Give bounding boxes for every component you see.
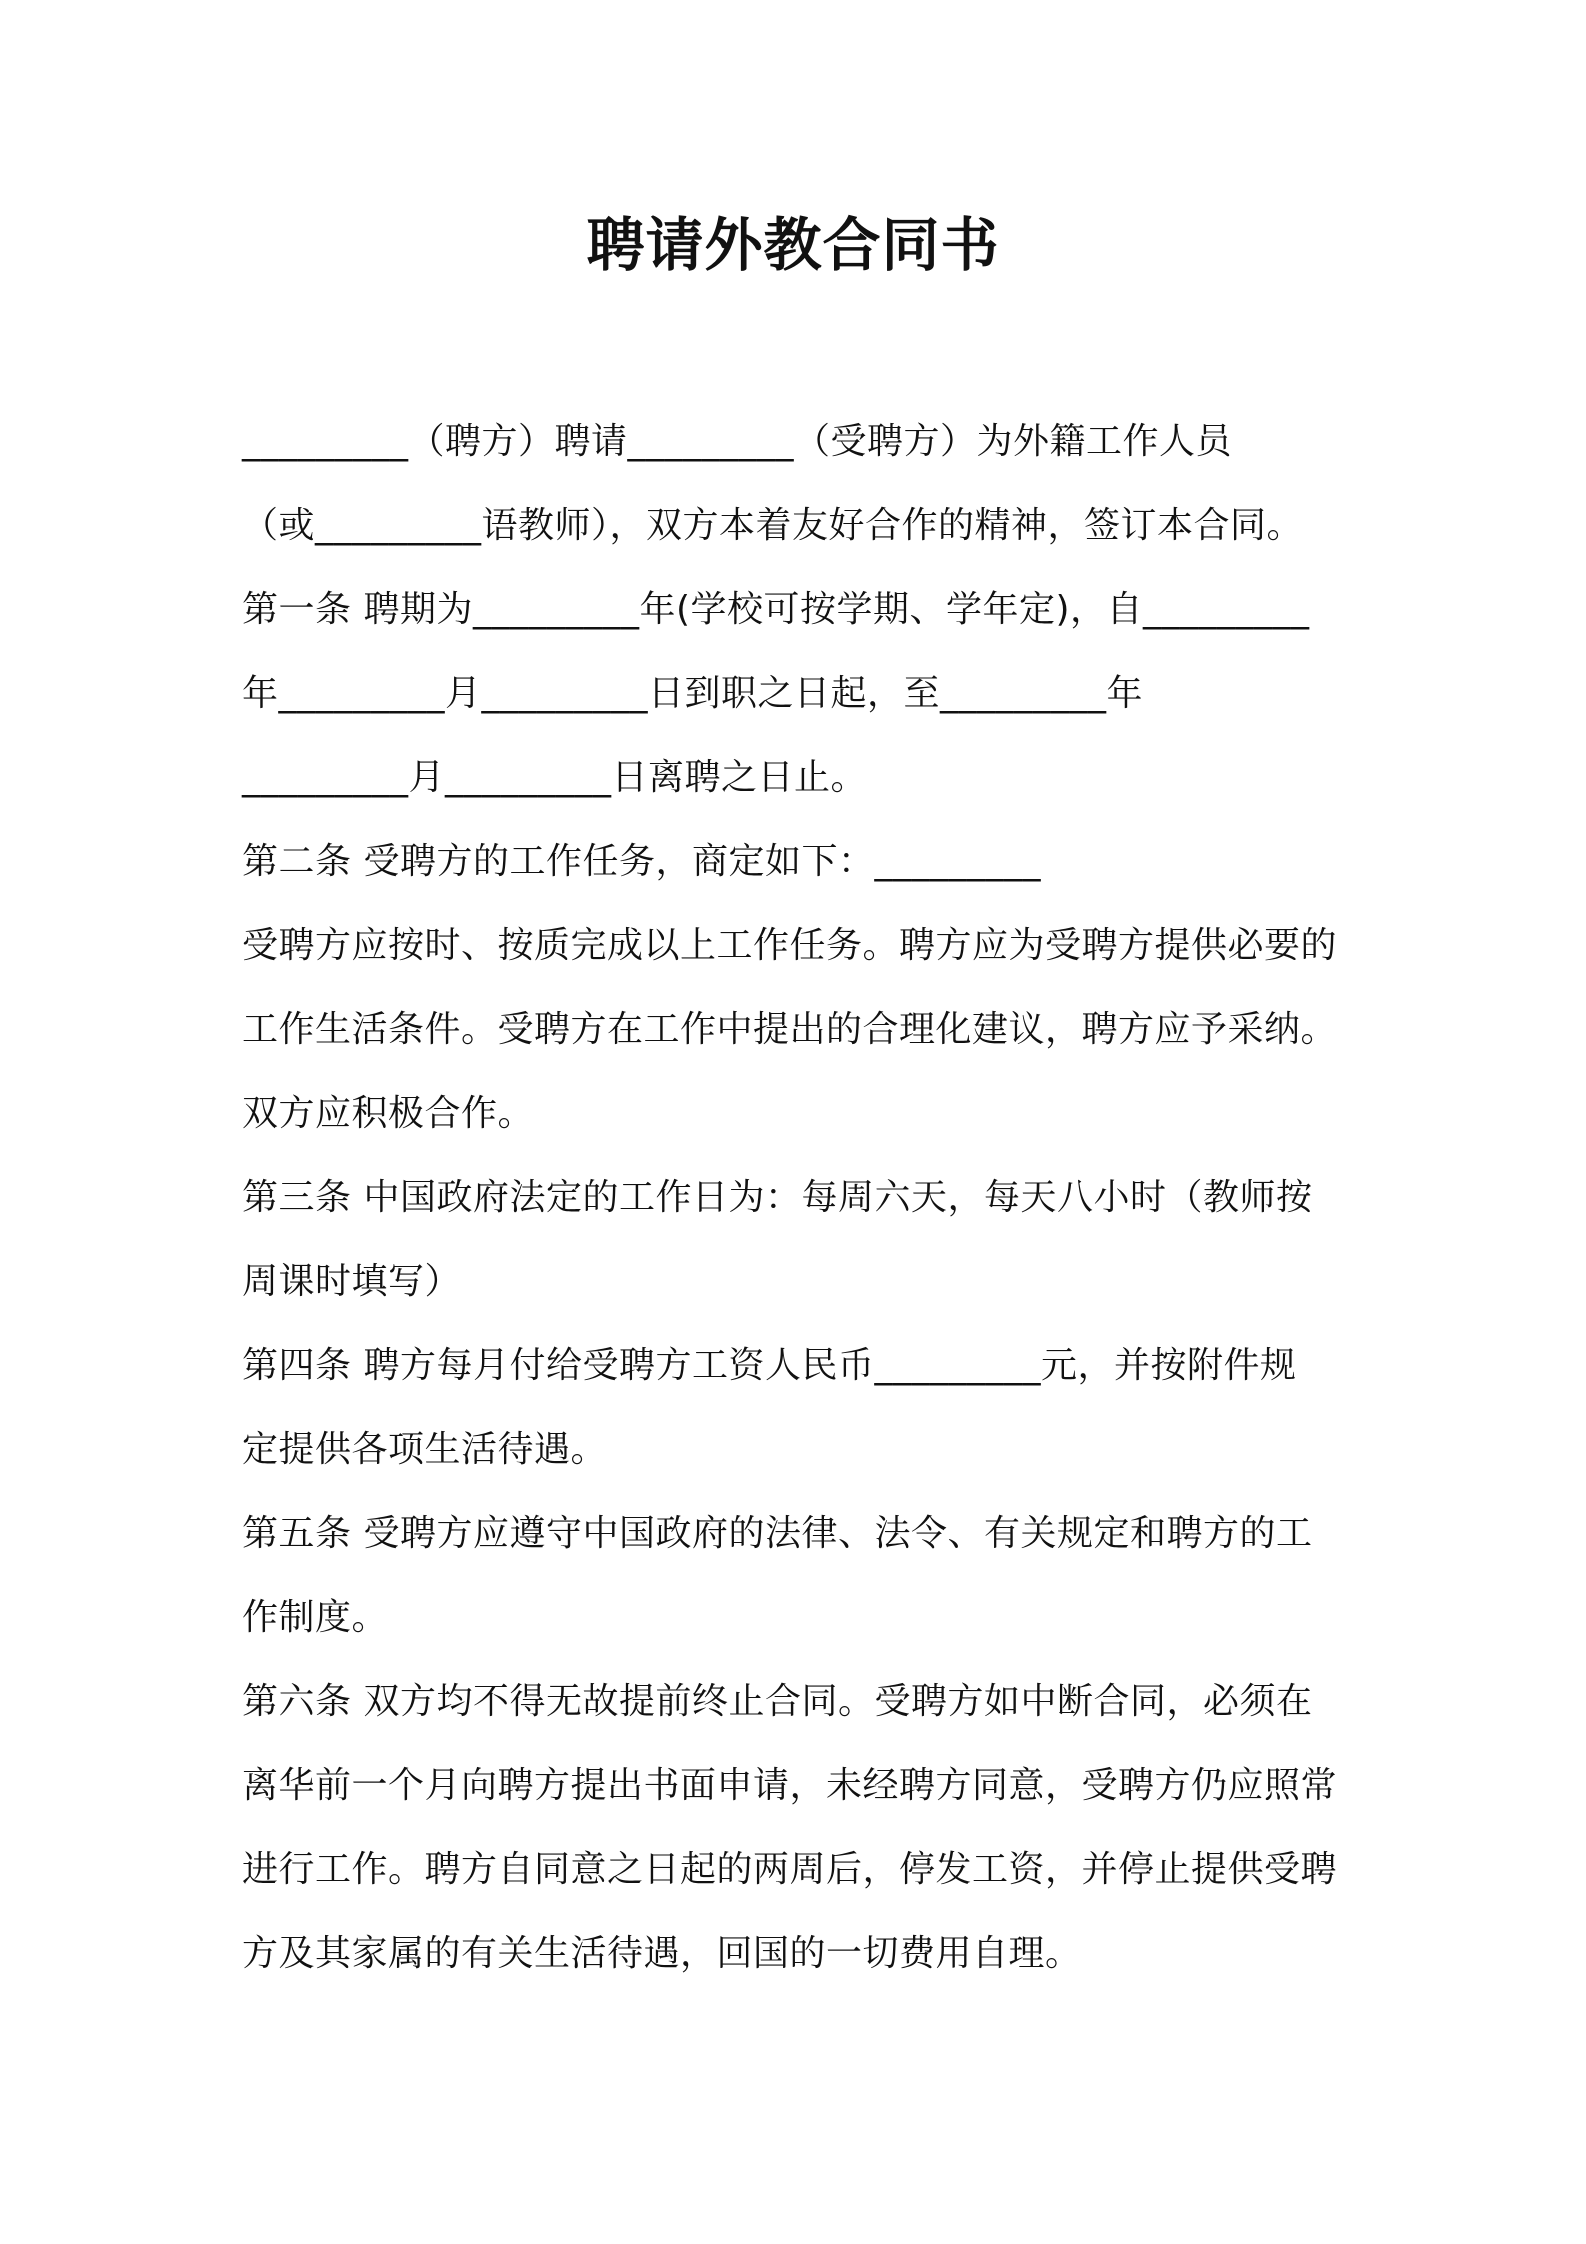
body-line: 离华前一个月向聘方提出书面申请，未经聘方同意，受聘方仍应照常 — [242, 1765, 1338, 1806]
body-line: 方及其家属的有关生活待遇，回国的一切费用自理。 — [242, 1933, 1082, 1974]
body-line: 受聘方应按时、按质完成以上工作任务。聘方应为受聘方提供必要的 — [242, 925, 1338, 966]
body-line: 周课时填写） — [242, 1261, 462, 1302]
body-line: 工作生活条件。受聘方在工作中提出的合理化建议，聘方应予采纳。 — [242, 1009, 1338, 1050]
body-line: _________（聘方）聘请_________（受聘方）为外籍工作人员 — [242, 421, 1233, 462]
body-line: 第六条 双方均不得无故提前终止合同。受聘方如中断合同，必须在 — [242, 1681, 1313, 1722]
body-line: _________月_________日离聘之日止。 — [242, 757, 868, 798]
body-line: 双方应积极合作。 — [242, 1093, 535, 1134]
contract-body — [242, 400, 1362, 1996]
document-title: 聘请外教合同书 — [586, 211, 1000, 279]
body-line: 第五条 受聘方应遵守中国政府的法律、法令、有关规定和聘方的工 — [242, 1513, 1313, 1554]
body-line: 第四条 聘方每月付给受聘方工资人民币_________元，并按附件规 — [242, 1345, 1297, 1386]
body-line: 作制度。 — [242, 1597, 389, 1638]
body-line: 进行工作。聘方自同意之日起的两周后，停发工资，并停止提供受聘 — [242, 1849, 1338, 1890]
body-line: （或_________语教师），双方本着友好合作的精神，签订本合同。 — [242, 505, 1304, 546]
body-line: 第二条 受聘方的工作任务，商定如下：_________ — [242, 841, 1041, 882]
body-line: 第一条 聘期为_________年(学校可按学期、学年定)，自_________ — [242, 589, 1310, 630]
body-line: 定提供各项生活待遇。 — [242, 1429, 608, 1470]
body-line: 第三条 中国政府法定的工作日为：每周六天，每天八小时（教师按 — [242, 1177, 1313, 1218]
body-line: 年_________月_________日到职之日起，至_________年 — [242, 673, 1144, 714]
